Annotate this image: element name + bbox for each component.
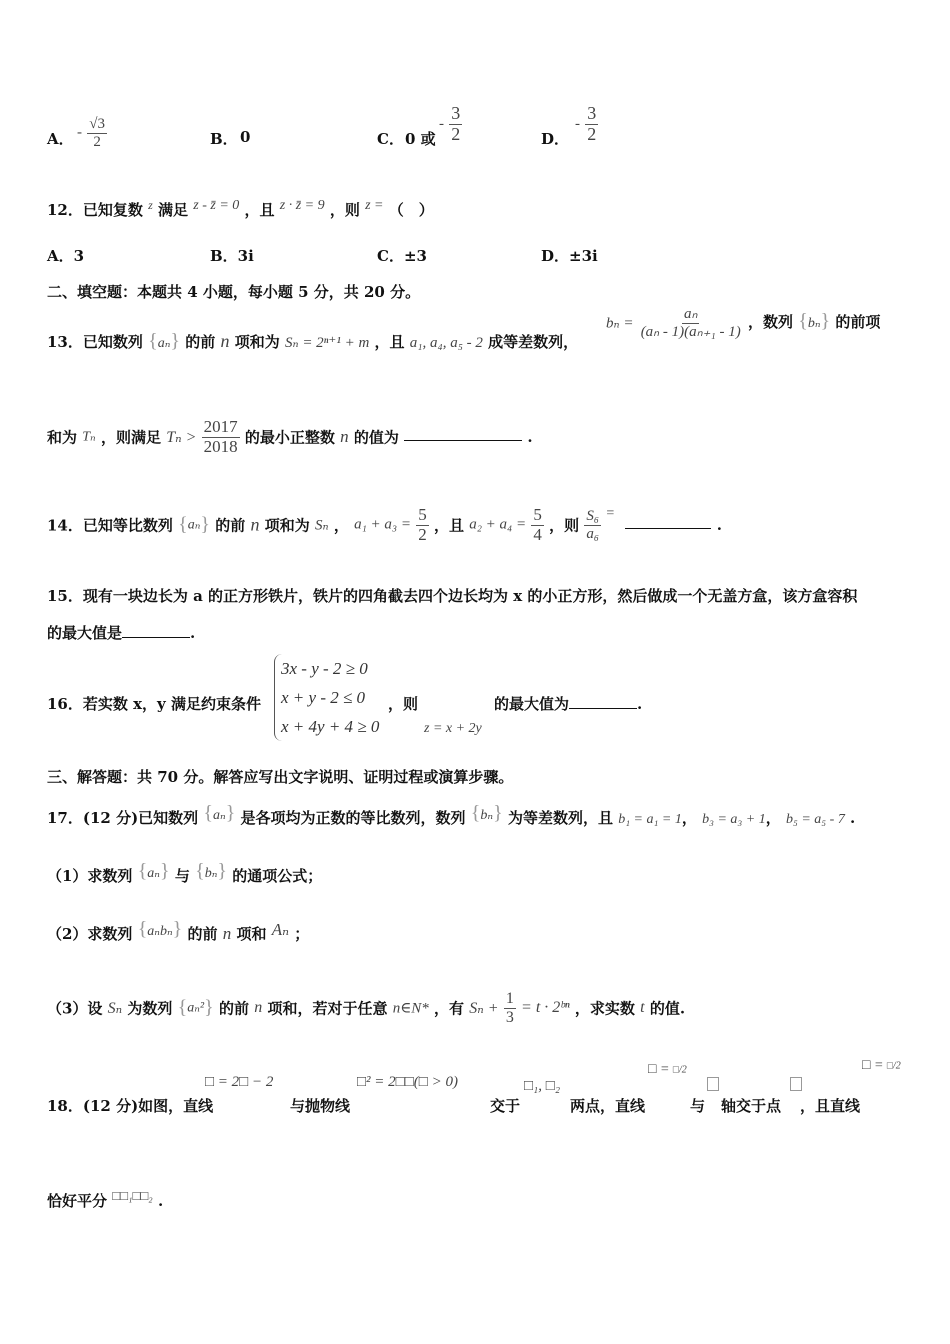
q17-p3-set: n∈N*	[392, 1000, 429, 1017]
q14-seq: aₙ	[187, 517, 201, 533]
option-c-value: - $\frac{3}{2}$	[439, 103, 461, 144]
q17-part-1: （1）求数列 {aₙ} 与 {bₙ} 的通项公式；	[47, 860, 323, 885]
q17-cond1: b₁ = a₁ = 1	[618, 812, 682, 827]
q17-part-2: （2）求数列 {aₙbₙ} 的前 n 项和 Aₙ ；	[47, 918, 310, 943]
q12-var-z: z	[148, 198, 153, 212]
q14-ratio-num: S₆	[586, 508, 600, 525]
q12-option-c: C．±3	[377, 247, 427, 265]
q14-t3: ，且	[433, 516, 464, 535]
q17-p3-t4: ，有	[434, 999, 465, 1018]
q12-option-b: B．3i	[210, 247, 254, 265]
q17-cond3: b₅ = a₅ - 7	[785, 812, 845, 827]
q13-answer-blank[interactable]	[404, 439, 522, 441]
q17-p2-seq: aₙbₙ	[147, 924, 173, 939]
q17-p3-t: t	[640, 999, 645, 1017]
q17-seq-b: bₙ	[480, 808, 494, 823]
q16-prefix: 16．若实数 x，y 满足约束条件	[47, 695, 261, 713]
q13-line2-b: ，则满足	[100, 428, 161, 447]
q13-end: .	[527, 428, 533, 447]
q13-seq-a: aₙ	[157, 336, 171, 351]
question-17: 17．(12 分)已知数列 {aₙ} 是各项均为正数的等比数列，数列 {bₙ} 为等差数列，且 b₁ = a₁ = 1， b₃ = a₃ + 1， b₅ = a₅ - 7 .	[47, 802, 856, 827]
q17-p2-label: （2）求数列	[47, 925, 133, 943]
q13-sn-formula: Sₙ = 2ⁿ⁺¹ + m	[284, 335, 370, 351]
q16-then: ，则	[388, 695, 419, 713]
q14-end: .	[716, 516, 722, 535]
q14-sn: Sₙ	[314, 517, 329, 534]
q13-prefix: 13．已知数列	[47, 333, 143, 351]
q14-var-n: n	[250, 514, 260, 535]
q18-end: .	[157, 1192, 164, 1210]
q18-lx1: □ =	[648, 1062, 670, 1077]
q14-eq2-num: 5	[533, 505, 542, 524]
q17-prefix: 17．(12 分)已知数列	[47, 809, 199, 827]
section-2-heading: 二、填空题：本题共 4 小题，每小题 5 分，共 20 分。	[47, 283, 421, 301]
q17-p1-label: （1）求数列	[47, 867, 133, 885]
q18-line-eq: □ = 2□ − 2	[205, 1074, 274, 1090]
q18-line2-a: 恰好平分	[47, 1192, 108, 1210]
q18-t1: 与抛物线	[290, 1097, 351, 1115]
q17-p2-n: n	[222, 924, 232, 943]
q14-t1: 的前	[215, 516, 246, 535]
q18-axis-placeholder	[707, 1076, 719, 1092]
placeholder-box-icon	[790, 1077, 802, 1091]
q14-t2: 项和为	[264, 516, 310, 535]
q12-then: ，则	[329, 201, 360, 219]
q14-prefix: 14．已知等比数列	[47, 516, 173, 535]
q17-p3-t1: 为数列	[127, 999, 173, 1018]
q18-t6: ，且直线	[800, 1097, 861, 1115]
q14-ratio-den: a₆	[586, 525, 600, 542]
q13-frac-num: 2017	[203, 417, 238, 436]
q17-p3-num: 1	[505, 990, 514, 1007]
q14-eq2-den: 4	[533, 524, 542, 544]
q12-ask: z =	[365, 198, 384, 213]
q18-prefix: 18．(12 分)如图，直线	[47, 1097, 214, 1115]
q13-bn-den: (aₙ - 1)(aₙ₊₁ - 1)	[640, 323, 741, 340]
q17-t1: 是各项均为正数的等比数列，数列	[240, 809, 466, 827]
q12-satisfy: 满足	[158, 201, 189, 219]
q16-constraint-3: x + 4y + 4 ≥ 0	[281, 717, 380, 736]
q17-sep1: ，	[681, 809, 697, 827]
q18-t3: 两点，直线	[570, 1097, 646, 1115]
section-3-heading: 三、解答题：共 70 分。解答应写出文字说明、证明过程或演算步骤。	[47, 768, 514, 786]
q17-p1-b: bₙ	[204, 866, 218, 881]
q17-p3-t5: ，求实数	[574, 999, 635, 1018]
q17-p3-den: 3	[505, 1008, 514, 1026]
q17-p3-t2: 的前	[218, 999, 249, 1018]
q13-line2-d: 的值为	[353, 428, 399, 447]
q16-tail	[494, 693, 642, 714]
q13-t2: 项和为	[234, 333, 280, 351]
q17-t2: 为等差数列，且	[507, 809, 613, 827]
q17-seq-a: aₙ	[213, 808, 226, 823]
q13-t5: ，数列	[747, 313, 793, 331]
option-d-value: - $\frac{3}{2}$	[575, 103, 597, 144]
q17-p3-tail: 的值.	[649, 999, 686, 1018]
q18-lx2-frac: □/2	[886, 1060, 901, 1072]
option-b-label: B．	[210, 130, 238, 148]
q18-t4: 与	[690, 1097, 706, 1115]
q14-eq2-lhs: a₂ + a₄ =	[469, 516, 527, 533]
q12-prefix: 12．已知复数	[47, 201, 143, 219]
q17-p1-and: 与	[174, 867, 190, 885]
q16-constraint-system	[274, 654, 379, 741]
q12-cond2: z · z̄ = 9	[279, 198, 325, 213]
q17-p3-n: n	[254, 999, 263, 1017]
q13-terms: a₁, a₄, a₅ - 2	[409, 335, 483, 351]
q15-answer-blank[interactable]	[122, 636, 190, 638]
q17-p3-t3: 项和，若对于任意	[267, 999, 388, 1018]
option-d-label: D．	[541, 130, 570, 148]
q13-t6: 的前项	[835, 313, 881, 331]
q13-t1: 的前	[185, 333, 216, 351]
q12-cond1: z - z̄ = 0	[193, 198, 240, 213]
question-14: 14．已知等比数列 {aₙ} 的前 n 项和为 Sₙ ， a₁ + a₃ = $\frac{5}{2}$ ，且 a₂ + a₄ = $\frac{5}{4}$ ，则 $\frac{\text{S₆}}{\text{a₆}}$ = .	[47, 505, 722, 544]
option-a-value: - $\frac{√3}{2}$	[77, 116, 105, 150]
q17-p1-a: aₙ	[147, 866, 160, 881]
q16-objective: z = x + 2y	[424, 721, 482, 736]
q17-p2-t1: 的前	[187, 925, 218, 943]
q14-eq1-lhs: a₁ + a₃ =	[354, 516, 411, 533]
question-18-line2	[47, 1188, 163, 1211]
q15-line1: 15．现有一块边长为 a 的正方形铁片，铁片的四角截去四个边长均为 x 的小正方形，然后做成一个无盖方盒，该方盒容积	[47, 587, 858, 605]
q16-constraint-1: 3x - y - 2 ≥ 0	[281, 659, 368, 678]
q17-p3-seq: aₙ²	[187, 1000, 205, 1016]
q17-p3-sn: Sₙ	[107, 1000, 123, 1018]
option-c-label: C．	[377, 130, 404, 148]
q13-t4: 成等差数列，	[488, 333, 579, 351]
q13-frac-den: 2018	[203, 436, 238, 456]
q13-bn-lhs: bₙ =	[606, 315, 634, 332]
option-b-value: 0	[240, 128, 251, 146]
q17-p2-an: Aₙ	[271, 920, 290, 939]
q18-points: □₁, □₂	[524, 1078, 561, 1094]
q18-line-x1	[648, 1062, 687, 1078]
q14-ratio-eq: =	[606, 506, 615, 522]
q17-sep2: ，	[765, 809, 781, 827]
q18-angle: □□₁□□₂	[112, 1188, 153, 1203]
q14-eq1-den: 2	[418, 524, 427, 544]
q18-lx1-frac: □/2	[672, 1064, 687, 1076]
q17-p2-tail: ；	[294, 925, 310, 943]
option-a-label: A．	[47, 130, 74, 148]
q16-end: .	[637, 695, 643, 713]
q18-t2: 交于	[490, 1097, 521, 1115]
q16-max: 的最大值为	[494, 695, 570, 713]
q12-option-d: D．±3i	[541, 247, 598, 265]
q17-part-3: （3）设 Sₙ 为数列 {aₙ²} 的前 n 项和，若对于任意 n∈N* ，有 Sₙ + $\frac{1}{3}$ = t · 2ᵇⁿ ，求实数 t 的值.	[47, 990, 686, 1026]
q14-eq1-num: 5	[418, 505, 427, 524]
q18-parabola: □² = 2□□(□ > 0)	[357, 1074, 458, 1090]
q13-var-n2: n	[340, 427, 349, 447]
q17-p3-lhs: Sₙ +	[469, 1000, 499, 1018]
q14-comma: ，	[333, 516, 349, 535]
q13-bn-def: bₙ = $\frac{\text{aₙ}}{\text{(aₙ - 1)(aₙ₊₁ - 1)}}$ ，数列 {bₙ} 的前项	[606, 306, 881, 340]
q13-tn: Tₙ	[82, 429, 96, 445]
q15-line2: 的最大值是	[47, 624, 123, 642]
question-13: 13．已知数列 {aₙ} 的前 n 项和为 Sₙ = 2ⁿ⁺¹ + m ，且 a₁, a₄, a₅ - 2 成等差数列，	[47, 330, 579, 352]
q18-t5: 轴交于点	[721, 1097, 782, 1115]
question-13-line2	[47, 418, 533, 456]
q14-answer-blank[interactable]	[625, 527, 711, 529]
question-12	[47, 198, 434, 220]
q13-t3: ，且	[374, 333, 405, 351]
q17-p3-label: （3）设	[47, 999, 103, 1018]
placeholder-box-icon	[707, 1077, 719, 1091]
q17-cond2: b₃ = a₃ + 1	[702, 812, 766, 827]
question-15-line2	[47, 622, 195, 643]
q12-and: ，且	[244, 201, 275, 219]
q13-line2-a: 和为	[47, 428, 78, 447]
q13-line2-c: 的最小正整数	[244, 428, 335, 447]
option-c-text: 0 或	[405, 130, 436, 148]
q13-var-n: n	[220, 331, 230, 351]
q18-lx2: □ =	[862, 1058, 884, 1073]
q16-answer-blank[interactable]	[569, 707, 637, 709]
q13-bn-num: aₙ	[683, 306, 698, 322]
q13-seq-b: bₙ	[807, 316, 821, 331]
q18-line-x2	[862, 1058, 901, 1074]
q14-t4: ，则	[549, 516, 580, 535]
q15-end: .	[190, 624, 196, 642]
q17-p1-tail: 的通项公式；	[232, 867, 323, 885]
q17-p3-rhs: = t · 2ᵇⁿ	[521, 999, 570, 1017]
q12-option-a: A．3	[47, 247, 85, 265]
q18-point-placeholder	[790, 1076, 802, 1092]
q17-p2-t2: 项和	[236, 925, 267, 943]
q12-paren: （ ）	[388, 201, 434, 219]
q17-end: .	[850, 809, 856, 827]
q13-ineq: Tₙ >	[166, 429, 197, 447]
q16-constraint-2: x + y - 2 ≤ 0	[281, 688, 366, 707]
